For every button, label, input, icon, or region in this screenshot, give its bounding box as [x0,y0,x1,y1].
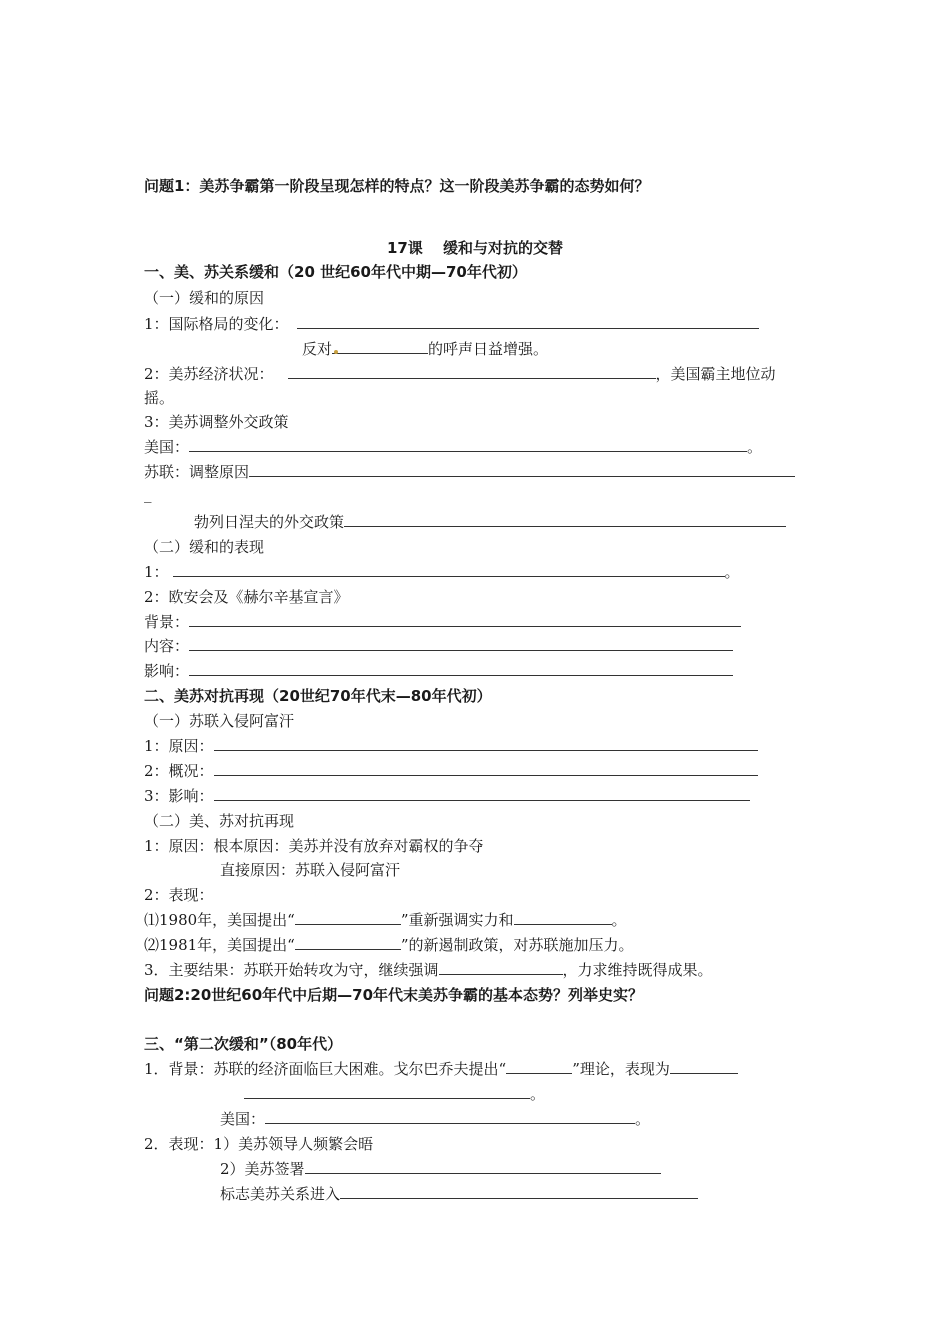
blank[interactable] [340,1184,698,1199]
blank[interactable] [332,339,428,354]
s3-bg-end: 。 [530,1085,546,1103]
s3-us-end: 。 [635,1110,651,1128]
blank[interactable] [189,612,741,627]
blank[interactable] [670,1059,738,1074]
section-1-heading: 一、美、苏关系缓和（20 世纪60年代中期—70年代初） [144,263,527,281]
blank[interactable] [265,1109,635,1124]
impact-line [144,661,733,681]
event-1980-end: 。 [611,911,627,929]
section-1-sub-1: （一）缓和的原因 [144,289,265,307]
section-2-sub-2: （二）美、苏对抗再现 [144,812,295,830]
blank[interactable] [295,910,401,925]
brezhnev-label: 勃列日涅夫的外交政策 [194,513,345,531]
s3-us-label: 美国： [220,1110,266,1128]
blank[interactable] [173,562,725,577]
blank[interactable] [189,661,733,676]
perf-1-end: 。 [724,563,740,581]
us-label: 美国： [144,438,190,456]
item-2-post: ，美国霸主地位动 [655,365,776,383]
s3-perf-3-label: 标志美苏关系进入 [220,1185,341,1203]
item-1b-post: 的呼声日益增强。 [428,340,549,358]
blank[interactable] [214,786,750,801]
s3-bg-wrap [244,1084,545,1104]
s3-perf-3 [220,1184,698,1204]
section-3-heading: 三、“第二次缓和”（80年代） [144,1035,343,1053]
overview-label: 2：概况： [144,762,214,780]
event-1981 [144,935,634,955]
blank[interactable] [189,636,733,651]
question-2: 问题2:20世纪60年代中后期—70年代末美苏争霸的基本态势？列举史实？ [144,986,644,1004]
main-result-post: ，力求维持既得成果。 [562,961,713,979]
s3-bg-line [144,1059,738,1079]
blank[interactable] [189,437,747,452]
event-1980 [144,910,627,930]
su-line [144,462,795,482]
cause-direct: 直接原因：苏联入侵阿富汗 [220,861,401,879]
question-1: 问题1：美苏争霸第一阶段呈现怎样的特点？这一阶段美苏争霸的态势如何？ [144,177,650,195]
reason-line [144,736,758,756]
blank[interactable] [288,364,656,379]
s3-perf-2 [220,1159,661,1179]
us-end: 。 [747,438,763,456]
item-1b-line [302,339,548,359]
blank[interactable] [344,512,786,527]
s3-us-line [220,1109,650,1129]
blank[interactable] [514,910,612,925]
blank[interactable] [249,462,795,477]
overview-line [144,761,758,781]
influence-line [144,786,750,806]
blank[interactable] [506,1059,572,1074]
blank[interactable] [214,761,758,776]
event-1981-pre: ⑵1981年，美国提出“ [144,936,295,954]
lesson-title: 17课 缓和与对抗的交替 [386,239,564,257]
blank[interactable] [244,1084,530,1099]
us-line [144,437,762,457]
s3-bg-mid: ”理论，表现为 [572,1060,670,1078]
event-1980-pre: ⑴1980年，美国提出“ [144,911,295,929]
s3-bg-pre: 1．背景：苏联的经济面临巨大困难。戈尔巴乔夫提出“ [144,1060,507,1078]
event-1980-mid: ”重新强调实力和 [400,911,514,929]
blank[interactable] [214,736,758,751]
perf-1-label: 1： [144,563,169,581]
item-1-line [144,314,759,334]
item-1b-pre: 反对 [302,340,333,358]
item-2-label: 2：美苏经济状况： [144,365,274,383]
mark-dot [334,350,338,354]
main-result [144,960,713,980]
blank[interactable] [297,314,759,329]
section-1-sub-2: （二）缓和的表现 [144,538,265,556]
influence-label: 3：影响： [144,787,214,805]
content-label: 内容： [144,637,190,655]
item-1-label: 1：国际格局的变化： [144,315,289,333]
bg-line [144,612,741,632]
impact-label: 影响： [144,662,190,680]
s3-perf-2-label: 2）美苏签署 [220,1160,305,1178]
manifest-label: 2：表现： [144,886,214,904]
bg-label: 背景： [144,613,190,631]
blank[interactable] [305,1159,661,1174]
item-2-wrap: 摇。 [144,389,175,407]
blank[interactable] [295,935,401,950]
cause-root: 1：原因：根本原因：美苏并没有放弃对霸权的争夺 [144,837,484,855]
su-label: 苏联：调整原因 [144,463,250,481]
item-2-line [144,364,776,384]
su-wrap: _ [144,485,152,503]
section-2-heading: 二、美苏对抗再现（20世纪70年代末—80年代初） [144,687,492,705]
perf-1-line [144,562,740,582]
blank[interactable] [439,960,563,975]
brezhnev-line [194,512,786,532]
content-line [144,636,733,656]
main-result-pre: 3．主要结果：苏联开始转攻为守，继续强调 [144,961,439,979]
s3-perf-1: 2．表现：1）美苏领导人频繁会晤 [144,1135,374,1153]
perf-2: 2：欧安会及《赫尔辛基宣言》 [144,588,349,606]
item-3: 3：美苏调整外交政策 [144,413,289,431]
reason-label: 1：原因： [144,737,214,755]
section-2-sub-1: （一）苏联入侵阿富汗 [144,712,295,730]
event-1981-post: ”的新遏制政策，对苏联施加压力。 [400,936,634,954]
